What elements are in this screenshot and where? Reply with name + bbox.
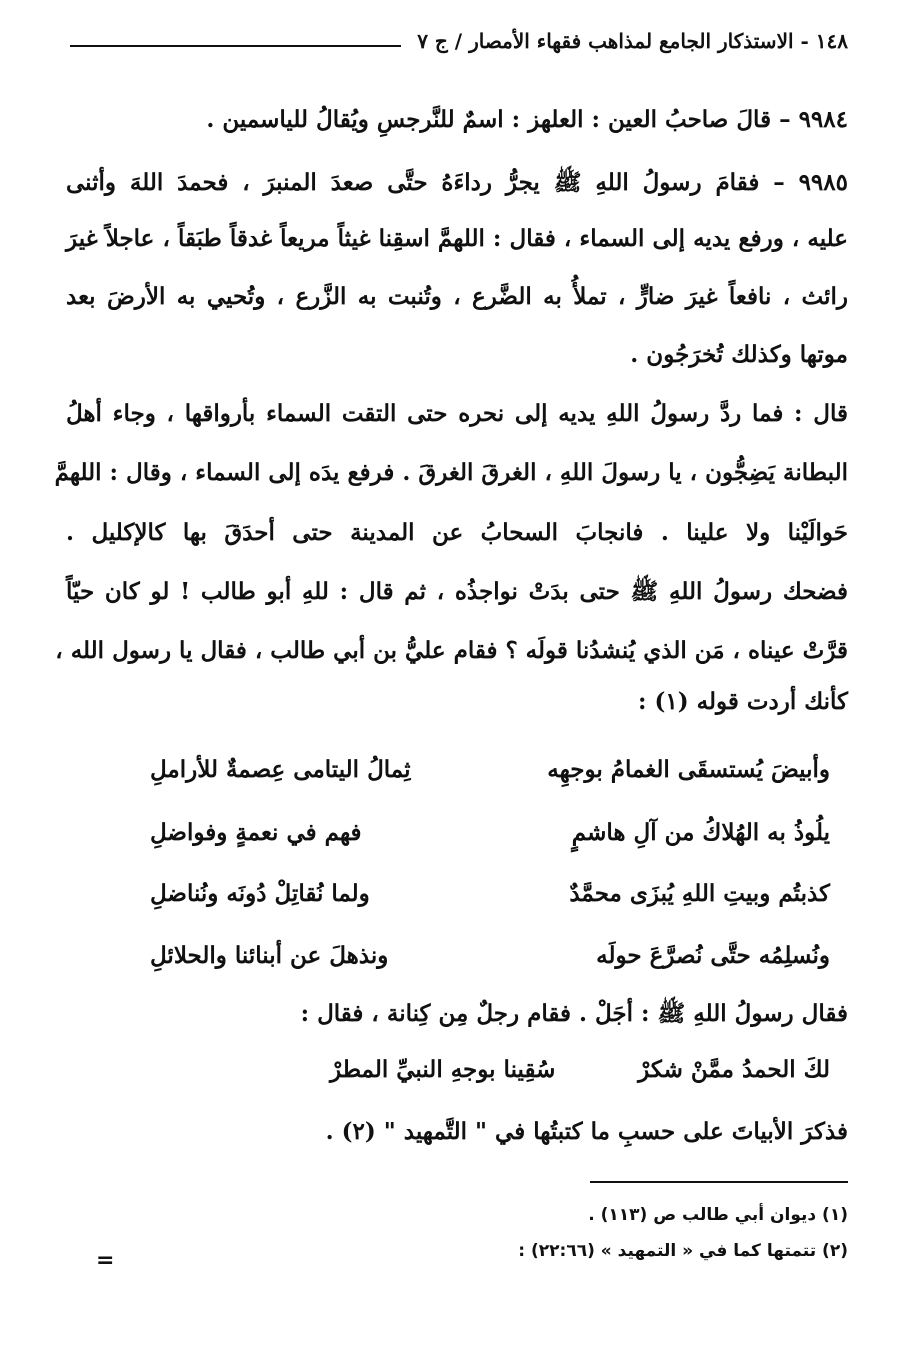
verse-right-hemistich: يلُوذُ به الهُلاكُ من آلِ هاشمٍ [571,818,830,846]
verse-left-hemistich: ولما نُقاتِلْ دُونَه ونُناضلِ [150,879,370,907]
entry-9984: ٩٩٨٤ – قالَ صاحبُ العين : العلهز : اسمٌ للنَّرجسِ ويُقالُ للياسمين . [206,106,848,133]
verse-right-hemistich: ونُسلِمُه حتَّى نُصرَّعَ حولَه [596,941,830,969]
paragraph-2-line-3: حَوالَيْنا ولا علينا . فانجابَ السحابُ عن المدينة حتى أحدَقَ بها كالإكليل . [66,519,848,546]
paragraph-2-line-1: قال : فما ردَّ رسولُ اللهِ يديه إلى نحره حتى التقت السماء بأرواقها ، وجاء أهلُ [66,400,848,427]
verse-right-hemistich: كذبتُم وبيتِ اللهِ يُبزَى محمَّدٌ [569,879,830,907]
continuation-mark: = [96,1248,115,1273]
footnote-rule [590,1181,848,1183]
verse-left-hemistich: ثِمالُ اليتامى عِصمةٌ للأراملِ [150,755,411,783]
entry-9985-line-1: ٩٩٨٥ – فقامَ رسولُ اللهِ ﷺ يجرُّ رداءَهُ حتَّى صعدَ المنبرَ ، فحمدَ اللهَ وأثنى [66,169,848,196]
poem-verse [150,938,830,972]
verse-right-hemistich: لكَ الحمدُ ممَّنْ شكرْ [638,1055,830,1083]
poem-verse [150,815,830,849]
poem-verse [150,876,830,910]
header-rule [70,45,401,47]
paragraph-2-line-6: كأنك أردت قوله (١) : [637,688,848,715]
header-title: ١٤٨ - الاستذكار الجامع لمذاهب فقهاء الأمصار / ج ٧ [417,29,848,53]
verse-left-hemistich: ونذهلَ عن أبنائنا والحلائلِ [150,941,389,969]
paragraph-2-line-4: فضحك رسولُ اللهِ ﷺ حتى بدَتْ نواجذُه ، ثم قال : للهِ أبو طالب ! لو كان حيّاً [66,578,848,605]
entry-9985-line-3: رائث ، نافعاً غيرَ ضارٍّ ، تملأُ به الضَّرع ، وتُنبت به الزَّرع ، وتُحيي به الأرضَ بعد [66,283,848,310]
entry-9985-line-2: عليه ، ورفع يديه إلى السماء ، فقال : اللهمَّ اسقِنا غيثاً مريعاً غدقاً طبَقاً ، عاجلاً غيرَ [66,225,848,252]
verse-left-hemistich: فهم في نعمةٍ وفواضلِ [150,818,362,846]
poem-verse [150,752,830,786]
verse-right-hemistich: وأبيضَ يُستسقَى الغمامُ بوجهِه [547,755,830,783]
after-verses-line: فقال رسولُ اللهِ ﷺ : أجَلْ . فقام رجلٌ مِن كِنانة ، فقال : [300,1000,848,1027]
footnote-1: (١) ديوان أبي طالب ص (١١٣) . [588,1205,848,1225]
paragraph-2-line-2: البطانة يَضِجُّون ، يا رسولَ اللهِ ، الغرقَ الغرقَ . فرفع يدَه إلى السماء ، وقال : اللهمَّ [54,459,848,486]
final-verse [330,1052,830,1086]
entry-9985-line-4: موتها وكذلك تُخرَجُون . [630,341,848,368]
verse-left-hemistich: سُقِينا بوجهِ النبيِّ المطرْ [330,1055,556,1083]
closing-line: فذكرَ الأبياتَ على حسبِ ما كتبتُها في " التَّمهيد " (٢) . [325,1118,848,1145]
footnote-2: (٢) تتمتها كما في « التمهيد » (٢٢:٦٦) : [518,1241,848,1261]
paragraph-2-line-5: قرَّتْ عيناه ، مَن الذي يُنشدُنا قولَه ؟ فقام عليُّ بن أبي طالب ، فقال يا رسول الله ، [55,637,848,664]
running-header [70,22,848,60]
